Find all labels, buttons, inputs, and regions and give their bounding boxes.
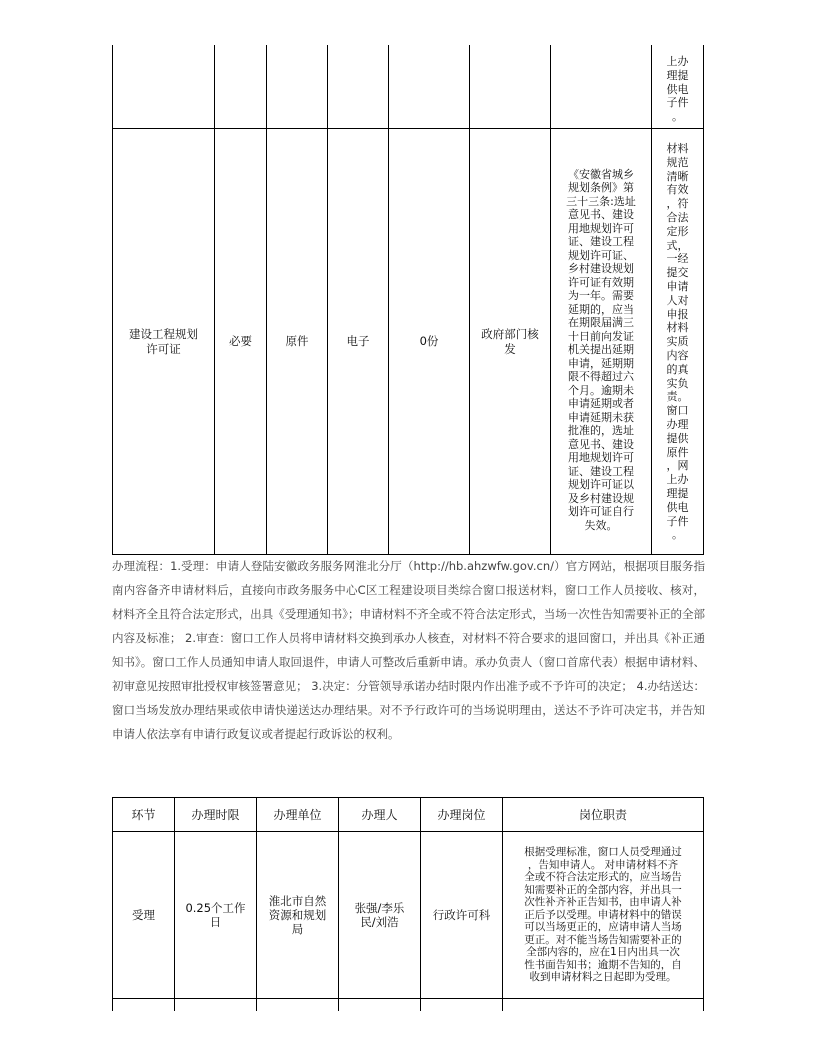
- time-limit-cell: 0.25个工作 日: [175, 832, 257, 999]
- table-cell: [175, 999, 257, 1012]
- unit-cell: 淮北市自然 资源和规划 局: [257, 832, 339, 999]
- table-cell: [267, 45, 328, 129]
- table-cell: [421, 999, 503, 1012]
- material-required: 必要: [215, 129, 267, 555]
- table-cell: [339, 999, 421, 1012]
- table-cell: [113, 999, 175, 1012]
- column-header: 环节: [113, 798, 175, 832]
- post-cell: 行政许可科: [421, 832, 503, 999]
- column-header: 办理岗位: [421, 798, 503, 832]
- column-header: 办理时限: [175, 798, 257, 832]
- table-cell: [551, 45, 652, 129]
- table-cell: [503, 999, 704, 1012]
- table-row: [113, 129, 704, 555]
- material-count: 0份: [389, 129, 470, 555]
- table-cell: [113, 45, 215, 129]
- table-cell: [389, 45, 470, 129]
- materials-table: [112, 45, 704, 555]
- material-note: 上办 理提 供电 子件 。: [652, 45, 704, 129]
- table-cell: [215, 45, 267, 129]
- table-row: [113, 999, 704, 1012]
- material-source: 政府部门核 发: [470, 129, 551, 555]
- table-cell: [257, 999, 339, 1012]
- material-name: 建设工程规划 许可证: [113, 129, 215, 555]
- table-header-row: [113, 798, 704, 832]
- process-description: 办理流程：1.受理：申请人登陆安徽政务服务网淮北分厅（http://hb.ahzwfw.gov.cn/）官方网站，根据项目服务指南内容备齐申请材料后，直接向市政务服务中心C区工程建设项目类综合窗口报送材料，窗口工作人员接收、核对，材料齐全且符合法定形式，出具《受理通知书》；申请材料不齐全或不符合法定形式，当场一次性告知需要补正的全部内容及标准； 2.审查：窗口工作人员将申请材料交换到承办人核查，对材料不符合要求的退回窗口，并出具《补正通知书》。窗口工作人员通知申请人取回退件，申请人可整改后重新申请。承办负责人（窗口首席代表）根据申请材料、初审意见按照审批授权审核签署意见； 3.决定：分管领导承诺办结时限内作出准予或不予许可的决定； 4.办结送达：窗口当场发放办理结果或依申请快递送达办理结果。对不予行政许可的当场说明理由，送达不予许可决定书，并告知申请人依法享有申请行政复议或者提起行政诉讼的权利。: [112, 559, 705, 741]
- stage-cell: 受理: [113, 832, 175, 999]
- duty-cell: 根据受理标准，窗口人员受理通过 ，告知申请人。 对申请材料不齐 全或不符合法定形式的，应当场告 知需要补正的全部内容，并出具一 次性补齐补正告知书，由申请人补 正后予以受理。申请材料中的错误 可以当场更正的，应请申请人当场 更正。对不能当场告知需要补正的 全部内容的，应在1日内出具一次 性书面告知书；逾期不告知的，自 收到申请材料之日起即为受理。: [503, 832, 704, 999]
- column-header: 办理单位: [257, 798, 339, 832]
- material-note: 材料 规范 清晰 有效 ，符 合法 定形 式， 一经 提交 申请 人对 申报 材料 实质 内容 的真 实负 责。 窗口 办理 提供 原件 ，网 上办 理提 供电 子件 。: [652, 129, 704, 555]
- material-form: 原件: [267, 129, 328, 555]
- handler-cell: 张强/李乐 民/刘浩: [339, 832, 421, 999]
- column-header: 办理人: [339, 798, 421, 832]
- table-row: [113, 832, 704, 999]
- process-table: [112, 797, 704, 1011]
- table-cell: [470, 45, 551, 129]
- table-row: [113, 45, 704, 129]
- material-carrier: 电子: [328, 129, 389, 555]
- table-cell: [328, 45, 389, 129]
- material-basis: 《安徽省城乡 规划条例》第 三十三条:选址 意见书、建设 用地规划许可 证、建设工程 规划许可证、 乡村建设规划 许可证有效期 为一年。需要 延期的，应当 在期限届满三 十日前向发证 机关提出延期 申请，延期期 限不得超过六 个月。逾期未 申请延期或者 申请延期未获 批准的，选址 意见书、建设 用地规划许可 证、建设工程 规划许可证以 及乡村建设规 划许可证自行 失效。: [551, 129, 652, 555]
- column-header: 岗位职责: [503, 798, 704, 832]
